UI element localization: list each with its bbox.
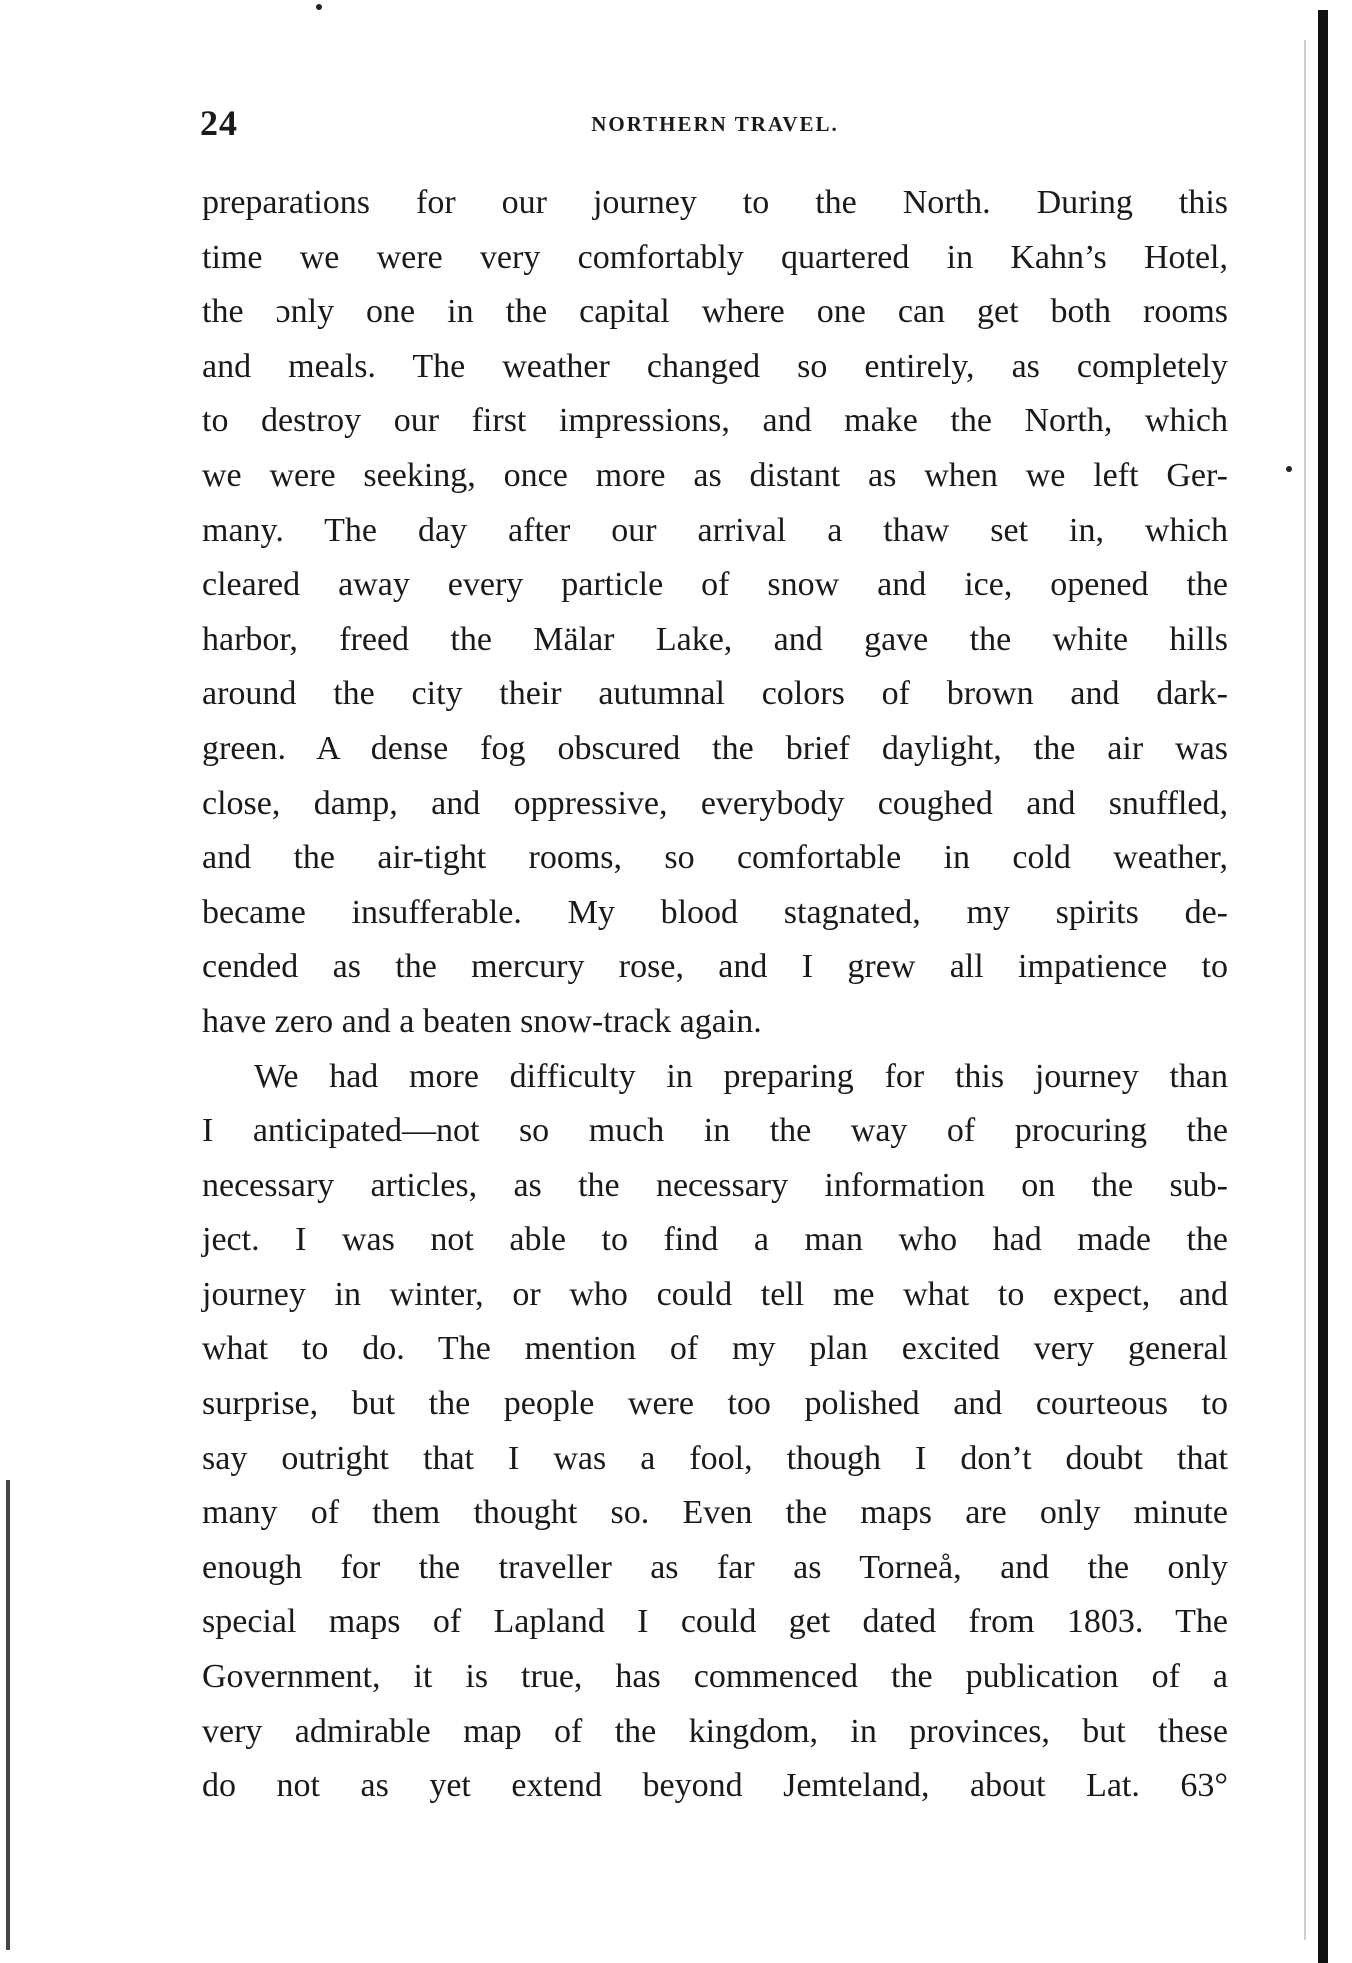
text-line: cended as the mercury rose, and I grew all impatience to bbox=[202, 948, 1228, 986]
text-line: we were seeking, once more as distant as when we left Ger- bbox=[202, 456, 1228, 494]
text-line: to destroy our first impressions, and make the North, which bbox=[202, 402, 1228, 440]
page-number: 24 bbox=[200, 103, 238, 143]
text-line: and meals. The weather changed so entirely, as completely bbox=[202, 347, 1228, 385]
text-line: what to do. The mention of my plan excited very general bbox=[202, 1330, 1228, 1368]
text-line: time we were very comfortably quartered in Kahn’s Hotel, bbox=[202, 238, 1228, 276]
text-line: surprise, but the people were too polished and courteous to bbox=[202, 1385, 1228, 1423]
text-line: close, damp, and oppressive, everybody coughed and snuffled, bbox=[202, 784, 1228, 822]
text-line: necessary articles, as the necessary information on the sub- bbox=[202, 1166, 1228, 1204]
text-line: We had more difficulty in preparing for this journey than bbox=[254, 1057, 1228, 1095]
text-line: very admirable map of the kingdom, in provinces, but these bbox=[202, 1712, 1228, 1750]
body-text bbox=[202, 176, 1228, 1814]
text-line: do not as yet extend beyond Jemteland, about Lat. 63° bbox=[202, 1767, 1228, 1805]
text-line: Government, it is true, has commenced the publication of a bbox=[202, 1658, 1228, 1696]
text-line: and the air-tight rooms, so comfortable in cold weather, bbox=[202, 839, 1228, 877]
text-line: around the city their autumnal colors of brown and dark- bbox=[202, 675, 1228, 713]
text-line: have zero and a beaten snow-track again. bbox=[202, 1002, 762, 1040]
text-line: ject. I was not able to find a man who had made the bbox=[202, 1221, 1228, 1259]
text-line: say outright that I was a fool, though I don’t doubt that bbox=[202, 1439, 1228, 1477]
scan-shadow bbox=[1304, 40, 1306, 1940]
text-line: I anticipated—not so much in the way of procuring the bbox=[202, 1112, 1228, 1150]
text-line: the ɔnly one in the capital where one can get both rooms bbox=[202, 293, 1228, 331]
running-head bbox=[200, 102, 1230, 152]
text-line: journey in winter, or who could tell me what to expect, and bbox=[202, 1275, 1228, 1313]
text-line: enough for the traveller as far as Torneå, and the only bbox=[202, 1548, 1228, 1586]
text-line: harbor, freed the Mälar Lake, and gave the white hills bbox=[202, 620, 1228, 658]
text-line: many. The day after our arrival a thaw set in, which bbox=[202, 511, 1228, 549]
scan-speck bbox=[1286, 466, 1292, 472]
text-line: preparations for our journey to the North. During this bbox=[202, 184, 1228, 221]
scan-edge-right bbox=[1318, 10, 1328, 1963]
text-line: cleared away every particle of snow and ice, opened the bbox=[202, 566, 1228, 604]
scan-speck bbox=[316, 4, 322, 10]
scan-edge-left bbox=[6, 1480, 10, 1950]
text-line: special maps of Lapland I could get dated from 1803. The bbox=[202, 1603, 1228, 1641]
text-line: became insufferable. My blood stagnated, my spirits de- bbox=[202, 893, 1228, 931]
running-title: NORTHERN TRAVEL. bbox=[591, 112, 839, 136]
text-line: many of them thought so. Even the maps are only minute bbox=[202, 1494, 1228, 1532]
text-line: green. A dense fog obscured the brief daylight, the air was bbox=[202, 729, 1228, 767]
